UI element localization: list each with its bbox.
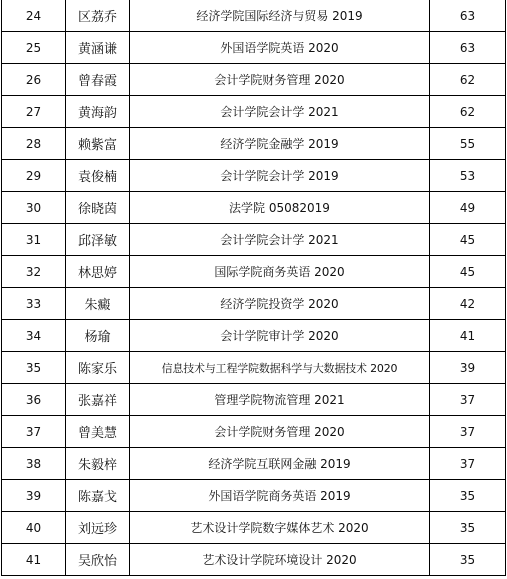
rank-cell: 29 (2, 160, 66, 192)
major-cell: 艺术设计学院环境设计 2020 (130, 544, 430, 576)
score-cell: 37 (430, 416, 506, 448)
student-name-cell: 区荔乔 (66, 0, 130, 32)
major-cell: 外国语学院商务英语 2019 (130, 480, 430, 512)
ranking-table (1, 0, 506, 576)
table-row (2, 544, 506, 576)
score-cell: 41 (430, 320, 506, 352)
student-name-cell: 刘远珍 (66, 512, 130, 544)
student-name-cell: 赖紫富 (66, 128, 130, 160)
score-cell: 37 (430, 448, 506, 480)
major-cell: 经济学院金融学 2019 (130, 128, 430, 160)
major-cell: 法学院 05082019 (130, 192, 430, 224)
table-row (2, 32, 506, 64)
table-row (2, 160, 506, 192)
score-cell: 39 (430, 352, 506, 384)
student-name-cell: 邱泽敏 (66, 224, 130, 256)
score-cell: 53 (430, 160, 506, 192)
major-cell: 会计学院会计学 2021 (130, 224, 430, 256)
score-cell: 63 (430, 32, 506, 64)
major-cell: 管理学院物流管理 2021 (130, 384, 430, 416)
rank-cell: 35 (2, 352, 66, 384)
major-cell: 会计学院审计学 2020 (130, 320, 430, 352)
score-cell: 55 (430, 128, 506, 160)
major-cell: 经济学院国际经济与贸易 2019 (130, 0, 430, 32)
table-row (2, 352, 506, 384)
rank-cell: 33 (2, 288, 66, 320)
student-name-cell: 张嘉祥 (66, 384, 130, 416)
rank-cell: 31 (2, 224, 66, 256)
rank-cell: 24 (2, 0, 66, 32)
table-row (2, 416, 506, 448)
score-cell: 37 (430, 384, 506, 416)
major-cell: 国际学院商务英语 2020 (130, 256, 430, 288)
table-row (2, 96, 506, 128)
table-row (2, 288, 506, 320)
ranking-table-body (2, 0, 506, 576)
rank-cell: 28 (2, 128, 66, 160)
table-row (2, 480, 506, 512)
score-cell: 62 (430, 64, 506, 96)
score-cell: 63 (430, 0, 506, 32)
major-cell: 经济学院投资学 2020 (130, 288, 430, 320)
student-name-cell: 曾春霞 (66, 64, 130, 96)
rank-cell: 38 (2, 448, 66, 480)
rank-cell: 32 (2, 256, 66, 288)
rank-cell: 27 (2, 96, 66, 128)
rank-cell: 26 (2, 64, 66, 96)
score-cell: 49 (430, 192, 506, 224)
student-name-cell: 朱毅梓 (66, 448, 130, 480)
rank-cell: 41 (2, 544, 66, 576)
rank-cell: 36 (2, 384, 66, 416)
student-name-cell: 吴欣怡 (66, 544, 130, 576)
student-name-cell: 黄海韵 (66, 96, 130, 128)
score-cell: 42 (430, 288, 506, 320)
table-row (2, 64, 506, 96)
student-name-cell: 袁俊楠 (66, 160, 130, 192)
major-cell: 艺术设计学院数字媒体艺术 2020 (130, 512, 430, 544)
rank-cell: 40 (2, 512, 66, 544)
score-cell: 35 (430, 480, 506, 512)
student-name-cell: 黄涵谦 (66, 32, 130, 64)
student-name-cell: 徐晓茵 (66, 192, 130, 224)
student-name-cell: 杨瑜 (66, 320, 130, 352)
table-row (2, 320, 506, 352)
major-cell: 会计学院会计学 2021 (130, 96, 430, 128)
rank-cell: 37 (2, 416, 66, 448)
table-row (2, 384, 506, 416)
student-name-cell: 林思婷 (66, 256, 130, 288)
rank-cell: 30 (2, 192, 66, 224)
student-name-cell: 陈嘉戈 (66, 480, 130, 512)
major-cell: 信息技术与工程学院数据科学与大数据技术 2020 (130, 352, 430, 384)
student-name-cell: 陈家乐 (66, 352, 130, 384)
score-cell: 62 (430, 96, 506, 128)
table-row (2, 192, 506, 224)
major-cell: 外国语学院英语 2020 (130, 32, 430, 64)
table-row (2, 448, 506, 480)
rank-cell: 34 (2, 320, 66, 352)
table-row (2, 128, 506, 160)
student-name-cell: 曾美慧 (66, 416, 130, 448)
rank-cell: 39 (2, 480, 66, 512)
table-row (2, 256, 506, 288)
major-cell: 经济学院互联网金融 2019 (130, 448, 430, 480)
score-cell: 35 (430, 512, 506, 544)
table-row (2, 224, 506, 256)
score-cell: 35 (430, 544, 506, 576)
student-name-cell: 朱癜 (66, 288, 130, 320)
score-cell: 45 (430, 256, 506, 288)
major-cell: 会计学院财务管理 2020 (130, 416, 430, 448)
rank-cell: 25 (2, 32, 66, 64)
table-row (2, 0, 506, 32)
major-cell: 会计学院财务管理 2020 (130, 64, 430, 96)
major-cell: 会计学院会计学 2019 (130, 160, 430, 192)
table-row (2, 512, 506, 544)
score-cell: 45 (430, 224, 506, 256)
